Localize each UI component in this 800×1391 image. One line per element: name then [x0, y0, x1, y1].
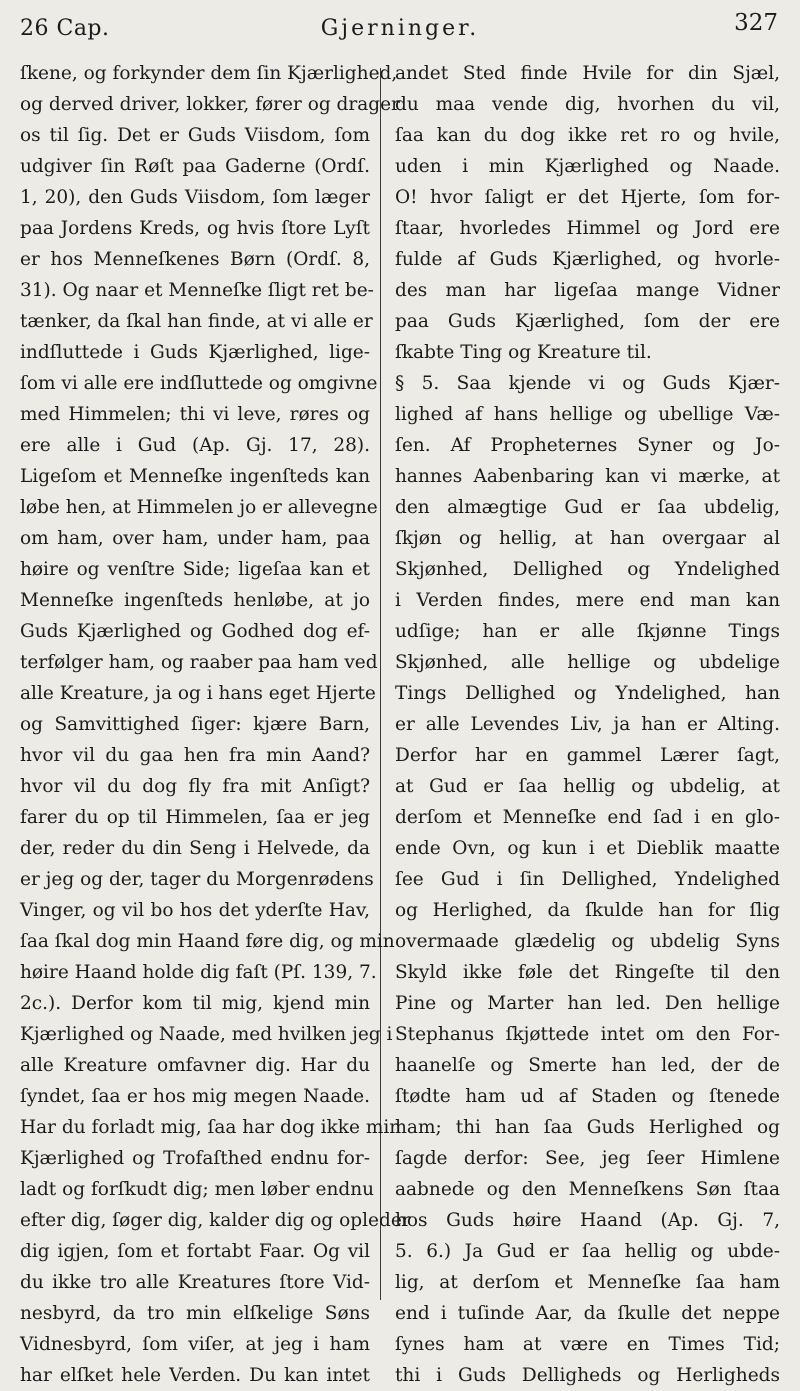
text-line: Tings Dellighed og Yndelighed, han: [395, 683, 780, 704]
text-line: alle Kreature omfavner dig. Har du: [20, 1055, 370, 1076]
text-line: udgiver ſin Røſt paa Gaderne (Ordſ.: [20, 156, 370, 177]
text-line: du maa vende dig, hvorhen du vil,: [395, 94, 780, 115]
text-line: Skjønhed, Dellighed og Yndelighed: [395, 559, 780, 580]
text-line: om ham, over ham, under ham, paa: [20, 528, 370, 549]
running-title: Gjerninger.: [320, 16, 480, 41]
text-line: ſee Gud i ſin Dellighed, Yndelighed: [395, 869, 780, 890]
text-line: at Gud er ſaa hellig og ubdelig, at: [395, 776, 780, 797]
text-line: aabnede og den Menneſkens Søn ſtaa: [395, 1179, 780, 1200]
text-line: Kjærlighed og Trofaſthed endnu for-: [20, 1148, 370, 1169]
text-line: Skjønhed, alle hellige og ubdelige: [395, 652, 780, 673]
text-line: ſkjøn og hellig, at han overgaar al: [395, 528, 780, 549]
text-line: lighed af hans hellige og ubellige Væ-: [395, 404, 780, 425]
text-line: thi i Guds Delligheds og Herligheds: [395, 1365, 780, 1386]
text-line: og derved driver, lokker, fører og drager: [20, 94, 400, 115]
text-line: efter dig, ſøger dig, kalder dig og opleder: [20, 1210, 411, 1231]
text-line: Har du forladt mig, ſaa har dog ikke min: [20, 1117, 402, 1138]
text-line: lig, at derſom et Menneſke ſaa ham: [395, 1272, 780, 1293]
text-line: er jeg og der, tager du Morgenrødens: [20, 869, 374, 890]
text-line: ſen. Af Propheternes Syner og Jo-: [395, 435, 780, 456]
text-line: ladt og forſkudt dig; men løber endnu: [20, 1179, 375, 1200]
text-line: ende Ovn, og kun i et Dieblik maatte: [395, 838, 780, 859]
text-line: fulde af Guds Kjærlighed, og hvorle-: [395, 249, 780, 270]
text-line: ſom vi alle ere indſluttede og omgivne: [20, 373, 378, 394]
text-line: er alle Levendes Liv, ja han er Alting.: [395, 714, 780, 735]
text-line: og Herlighed, da ſkulde han for ſlig: [395, 900, 780, 921]
page-number: 327: [734, 10, 778, 36]
text-line: paa Guds Kjærlighed, ſom der ere: [395, 311, 780, 332]
text-line: Skyld ikke føle det Ringeſte til den: [395, 962, 780, 983]
text-line: ſyndet, ſaa er hos mig megen Naade.: [20, 1086, 370, 1107]
text-line: i Verden findes, mere end man kan: [395, 590, 780, 611]
text-line: ſkene, og forkynder dem ſin Kjærlighed,: [20, 63, 398, 84]
text-line: Ligeſom et Menneſke ingenſteds kan: [20, 466, 370, 487]
text-line: ſagde derfor: See, jeg ſeer Himlene: [395, 1148, 780, 1169]
chapter-label: 26 Cap.: [20, 16, 110, 41]
text-line: den almægtige Gud er ſaa ubdelig,: [395, 497, 780, 518]
text-line: alle Kreature, ja og i hans eget Hjerte: [20, 683, 376, 704]
text-line: og Samvittighed ſiger: kjære Barn,: [20, 714, 370, 735]
text-line: ham; thi han ſaa Guds Herlighed og: [395, 1117, 780, 1138]
text-line: 31). Og naar et Menneſke ſligt ret be-: [20, 280, 374, 301]
text-line: 5. 6.) Ja Gud er ſaa hellig og ubde-: [395, 1241, 780, 1262]
text-line: du ikke tro alle Kreatures ſtore Vid-: [20, 1272, 370, 1293]
text-line: ſtødte ham ud af Staden og ſtenede: [395, 1086, 780, 1107]
text-line: løbe hen, at Himmelen jo er allevegne: [20, 497, 378, 518]
column-divider: [380, 68, 381, 1300]
text-line: Stephanus ſkjøttede intet om den For-: [395, 1024, 780, 1045]
text-line: der, reder du din Seng i Helvede, da: [20, 838, 370, 859]
text-line: des man har ligeſaa mange Vidner: [395, 280, 780, 301]
text-line: andet Sted finde Hvile for din Sjæl,: [395, 63, 780, 84]
page-header: [0, 0, 800, 58]
text-line: har elſket hele Verden. Du kan intet: [20, 1365, 370, 1386]
text-line: Derfor har en gammel Lærer ſagt,: [395, 745, 780, 766]
text-line: dig igjen, ſom et fortabt Faar. Og vil: [20, 1241, 370, 1262]
text-line: haanelſe og Smerte han led, der de: [395, 1055, 780, 1076]
text-line: ſynes ham at være en Times Tid;: [395, 1334, 780, 1355]
text-line: høire Haand holde dig faſt (Pſ. 139, 7.: [20, 962, 377, 983]
text-line: ere alle i Gud (Ap. Gj. 17, 28).: [20, 435, 370, 456]
text-line: terfølger ham, og raaber paa ham ved: [20, 652, 378, 673]
text-line: paa Jordens Kreds, og hvis ſtore Lyſt: [20, 218, 370, 239]
text-line: ſaa ſkal dog min Haand føre dig, og min: [20, 931, 395, 952]
text-line: § 5. Saa kjende vi og Guds Kjær-: [395, 373, 780, 394]
text-line: indſluttede i Guds Kjærlighed, lige-: [20, 342, 370, 363]
text-line: 2c.). Derfor kom til mig, kjend min: [20, 993, 370, 1014]
text-line: hos Guds høire Haand (Ap. Gj. 7,: [395, 1210, 780, 1231]
text-line: med Himmelen; thi vi leve, røres og: [20, 404, 370, 425]
text-line: hannes Aabenbaring kan vi mærke, at: [395, 466, 780, 487]
text-line: O! hvor ſaligt er det Hjerte, ſom for-: [395, 187, 780, 208]
text-line: end i tuſinde Aar, da ſkulle det neppe: [395, 1303, 780, 1324]
text-line: derſom et Menneſke end ſad i en glo-: [395, 807, 780, 828]
text-line: høire og venſtre Side; ligeſaa kan et: [20, 559, 370, 580]
text-line: overmaade glædelig og ubdelig Syns: [395, 931, 780, 952]
text-line: 1, 20), den Guds Viisdom, ſom læger: [20, 187, 370, 208]
text-line: Guds Kjærlighed og Godhed dog ef-: [20, 621, 370, 642]
text-line: Vinger, og vil bo hos det yderſte Hav,: [20, 900, 370, 921]
text-line: ſtaar, hvorledes Himmel og Jord ere: [395, 218, 780, 239]
text-line: udſige; han er alle ſkjønne Tings: [395, 621, 780, 642]
text-line: Menneſke ingenſteds henløbe, at jo: [20, 590, 370, 611]
left-column: [20, 58, 411, 1391]
text-line: farer du op til Himmelen, ſaa er jeg: [20, 807, 370, 828]
text-line: Vidnesbyrd, ſom viſer, at jeg i ham: [20, 1334, 370, 1355]
text-line: tænker, da ſkal han finde, at vi alle er: [20, 311, 373, 332]
text-line: hvor vil du gaa hen fra min Aand?: [20, 745, 370, 766]
text-line: Pine og Marter han led. Den hellige: [395, 993, 780, 1014]
text-line: nesbyrd, da tro min elſkelige Søns: [20, 1303, 370, 1324]
text-line: os til ſig. Det er Guds Viisdom, ſom: [20, 125, 370, 146]
text-line: Kjærlighed og Naade, med hvilken jeg i: [20, 1024, 393, 1045]
text-line: hvor vil du dog fly fra mit Anſigt?: [20, 776, 370, 797]
right-column: [395, 58, 780, 1391]
text-line: uden i min Kjærlighed og Naade.: [395, 156, 780, 177]
text-line: er hos Menneſkenes Børn (Ordſ. 8,: [20, 249, 370, 270]
text-line: ſkabte Ting og Kreature til.: [395, 342, 652, 363]
text-line: ſaa kan du dog ikke ret ro og hvile,: [395, 125, 780, 146]
